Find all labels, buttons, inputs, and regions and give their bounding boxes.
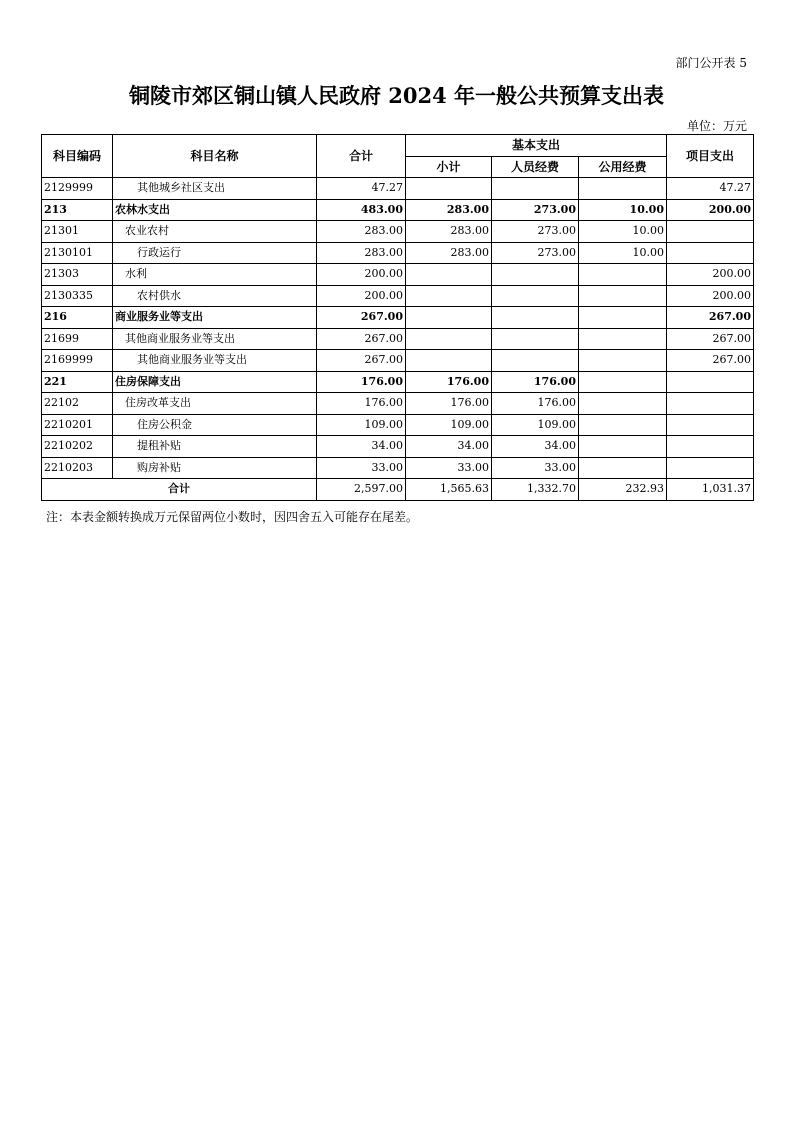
cell-personnel <box>492 350 579 372</box>
cell-code: 21303 <box>42 264 113 286</box>
cell-personnel: 273.00 <box>492 199 579 221</box>
cell-personnel: 33.00 <box>492 457 579 479</box>
header-public: 公用经费 <box>579 156 667 178</box>
table-row <box>42 285 754 307</box>
cell-project: 267.00 <box>667 307 754 329</box>
cell-project <box>667 414 754 436</box>
cell-total: 200.00 <box>317 285 406 307</box>
cell-code: 2210201 <box>42 414 113 436</box>
header-basic: 基本支出 <box>406 135 667 157</box>
cell-total: 176.00 <box>317 371 406 393</box>
budget-table <box>41 134 754 501</box>
cell-subtotal: 283.00 <box>406 199 492 221</box>
table-row <box>42 414 754 436</box>
cell-project <box>667 221 754 243</box>
total-row-personnel: 1,332.70 <box>492 479 579 501</box>
cell-personnel: 273.00 <box>492 221 579 243</box>
cell-project: 267.00 <box>667 350 754 372</box>
table-row <box>42 242 754 264</box>
cell-code: 2210203 <box>42 457 113 479</box>
table-row <box>42 264 754 286</box>
header-total: 合计 <box>317 135 406 178</box>
cell-subtotal <box>406 178 492 200</box>
footnote: 注：本表金额转换成万元保留两位小数时，因四舍五入可能存在尾差。 <box>46 510 419 524</box>
cell-code: 2129999 <box>42 178 113 200</box>
cell-personnel <box>492 285 579 307</box>
cell-project <box>667 371 754 393</box>
cell-subtotal: 283.00 <box>406 221 492 243</box>
table-row <box>42 221 754 243</box>
cell-name: 商业服务业等支出 <box>113 307 317 329</box>
table-row <box>42 178 754 200</box>
header-row-1 <box>42 135 754 157</box>
cell-public <box>579 178 667 200</box>
cell-project: 267.00 <box>667 328 754 350</box>
cell-code: 21301 <box>42 221 113 243</box>
cell-subtotal: 34.00 <box>406 436 492 458</box>
cell-public <box>579 328 667 350</box>
table-body <box>42 178 754 479</box>
cell-public: 10.00 <box>579 199 667 221</box>
unit-label: 单位：万元 <box>686 119 747 133</box>
cell-code: 213 <box>42 199 113 221</box>
cell-project <box>667 436 754 458</box>
cell-public <box>579 414 667 436</box>
cell-code: 2130335 <box>42 285 113 307</box>
cell-personnel: 109.00 <box>492 414 579 436</box>
cell-project <box>667 457 754 479</box>
cell-total: 283.00 <box>317 242 406 264</box>
page-title: 铜陵市郊区铜山镇人民政府 2024 年一般公共预算支出表 <box>128 83 665 108</box>
cell-code: 22102 <box>42 393 113 415</box>
total-row-subtotal: 1,565.63 <box>406 479 492 501</box>
total-row-label: 合计 <box>42 479 317 501</box>
table-row <box>42 199 754 221</box>
cell-project: 200.00 <box>667 264 754 286</box>
cell-total: 176.00 <box>317 393 406 415</box>
cell-code: 216 <box>42 307 113 329</box>
cell-public <box>579 264 667 286</box>
cell-total: 109.00 <box>317 414 406 436</box>
cell-subtotal: 109.00 <box>406 414 492 436</box>
cell-name: 其他城乡社区支出 <box>113 178 317 200</box>
header-personnel: 人员经费 <box>492 156 579 178</box>
cell-subtotal <box>406 328 492 350</box>
cell-public: 10.00 <box>579 221 667 243</box>
cell-name: 住房公积金 <box>113 414 317 436</box>
cell-subtotal: 176.00 <box>406 393 492 415</box>
cell-public <box>579 307 667 329</box>
cell-project: 47.27 <box>667 178 754 200</box>
cell-personnel: 34.00 <box>492 436 579 458</box>
cell-code: 2210202 <box>42 436 113 458</box>
table-row <box>42 436 754 458</box>
cell-personnel <box>492 178 579 200</box>
cell-public <box>579 371 667 393</box>
cell-total: 283.00 <box>317 221 406 243</box>
header-name: 科目名称 <box>113 135 317 178</box>
cell-code: 2169999 <box>42 350 113 372</box>
table-row <box>42 307 754 329</box>
table-row <box>42 350 754 372</box>
cell-code: 2130101 <box>42 242 113 264</box>
cell-public: 10.00 <box>579 242 667 264</box>
cell-total: 267.00 <box>317 350 406 372</box>
cell-personnel: 273.00 <box>492 242 579 264</box>
cell-project: 200.00 <box>667 199 754 221</box>
cell-subtotal: 33.00 <box>406 457 492 479</box>
cell-name: 住房保障支出 <box>113 371 317 393</box>
cell-total: 267.00 <box>317 307 406 329</box>
cell-public <box>579 350 667 372</box>
cell-total: 33.00 <box>317 457 406 479</box>
cell-personnel <box>492 264 579 286</box>
cell-name: 农村供水 <box>113 285 317 307</box>
cell-name: 住房改革支出 <box>113 393 317 415</box>
cell-project <box>667 393 754 415</box>
table-row <box>42 393 754 415</box>
cell-public <box>579 436 667 458</box>
cell-name: 水利 <box>113 264 317 286</box>
page-label: 部门公开表 5 <box>675 56 747 70</box>
total-row-project: 1,031.37 <box>667 479 754 501</box>
cell-subtotal <box>406 285 492 307</box>
header-code: 科目编码 <box>42 135 113 178</box>
cell-personnel <box>492 328 579 350</box>
total-row-total: 2,597.00 <box>317 479 406 501</box>
cell-subtotal <box>406 264 492 286</box>
cell-subtotal <box>406 307 492 329</box>
cell-total: 34.00 <box>317 436 406 458</box>
total-row <box>42 479 754 501</box>
cell-total: 47.27 <box>317 178 406 200</box>
cell-subtotal: 283.00 <box>406 242 492 264</box>
table-row <box>42 371 754 393</box>
header-subtotal: 小计 <box>406 156 492 178</box>
table-row <box>42 457 754 479</box>
cell-code: 221 <box>42 371 113 393</box>
cell-total: 267.00 <box>317 328 406 350</box>
cell-public <box>579 393 667 415</box>
cell-personnel: 176.00 <box>492 371 579 393</box>
cell-public <box>579 285 667 307</box>
cell-total: 483.00 <box>317 199 406 221</box>
cell-name: 农业农村 <box>113 221 317 243</box>
cell-project <box>667 242 754 264</box>
cell-name: 农林水支出 <box>113 199 317 221</box>
table-row <box>42 328 754 350</box>
cell-code: 21699 <box>42 328 113 350</box>
cell-total: 200.00 <box>317 264 406 286</box>
cell-subtotal: 176.00 <box>406 371 492 393</box>
cell-name: 购房补贴 <box>113 457 317 479</box>
cell-name: 其他商业服务业等支出 <box>113 350 317 372</box>
cell-name: 其他商业服务业等支出 <box>113 328 317 350</box>
cell-name: 提租补贴 <box>113 436 317 458</box>
header-project: 项目支出 <box>667 135 754 178</box>
cell-personnel <box>492 307 579 329</box>
cell-public <box>579 457 667 479</box>
cell-subtotal <box>406 350 492 372</box>
total-row-public: 232.93 <box>579 479 667 501</box>
cell-name: 行政运行 <box>113 242 317 264</box>
cell-personnel: 176.00 <box>492 393 579 415</box>
cell-project: 200.00 <box>667 285 754 307</box>
